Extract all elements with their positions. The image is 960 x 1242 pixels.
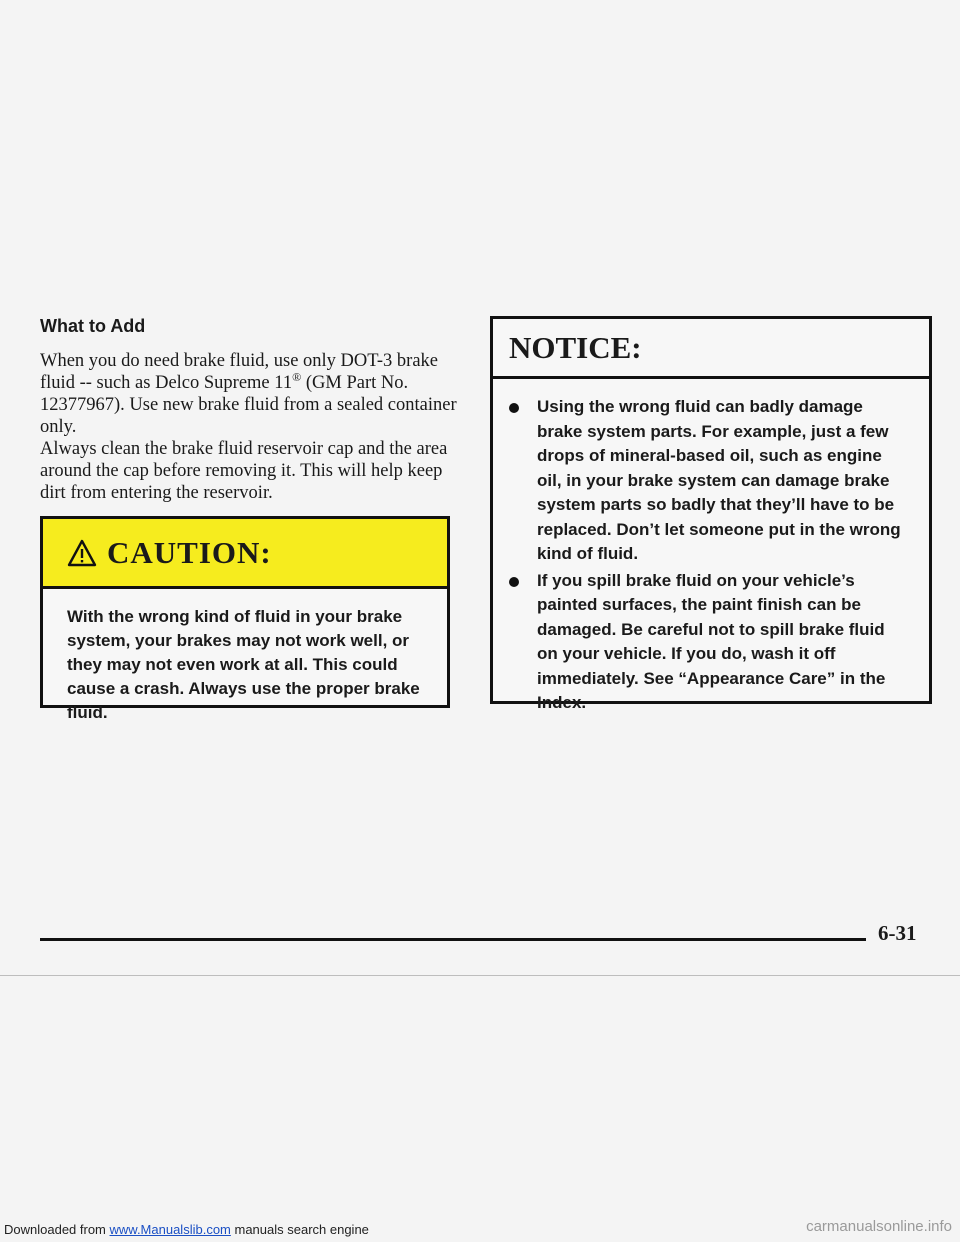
notice-header: [493, 319, 929, 379]
page-rule: [40, 938, 866, 941]
watermark: carmanualsonline.info: [806, 1218, 952, 1235]
reservoir-paragraph: Always clean the brake fluid reservoir cap and the area around the cap before removing it. This will help keep dirt from entering the reservoir.: [40, 439, 448, 503]
notice-item-text: If you spill brake fluid on your vehicle’s painted surfaces, the paint finish can be damaged. Be careful not to spill brake fluid on your vehicle. If you do, wash it off immediately. See “Appearance Care” in the Index.: [537, 570, 886, 712]
notice-item-text: Using the wrong fluid can badly damage brake system parts. For example, just a few drops of mineral-based oil, such as engine oil, in your brake system can damage brake system parts so badly that they’ll have to be replaced. Don’t let someone put in the wrong kind of fluid.: [537, 397, 901, 563]
download-footer: Downloaded from www.Manualslib.com manuals search engine: [4, 1222, 369, 1237]
bullet-icon: [509, 577, 519, 587]
divider: [0, 975, 960, 976]
page-number: 6-31: [878, 921, 917, 945]
section-title: What to Add: [40, 316, 146, 336]
brake-fluid-paragraph: When you do need brake fluid, use only DOT-3 brake fluid -- such as Delco Supreme 11® (GM Part No. 12377967). Use new brake fluid from a sealed container only.: [40, 351, 457, 437]
list-item: [509, 395, 909, 567]
list-item: [509, 569, 909, 716]
notice-list: [493, 379, 929, 716]
notice-title: NOTICE:: [509, 329, 642, 365]
caution-box: [40, 516, 450, 722]
manualslib-link[interactable]: www.Manualslib.com: [109, 1222, 231, 1237]
notice-box: [490, 316, 932, 712]
caution-header: [43, 519, 447, 589]
caution-text: With the wrong kind of fluid in your brake system, your brakes may not work well, or they may not even work at all. This could cause a crash. Always use the proper brake fluid.: [67, 607, 420, 722]
registered-mark: ®: [292, 369, 302, 384]
caution-title: CAUTION:: [107, 534, 272, 570]
bullet-icon: [509, 403, 519, 413]
warning-triangle-icon: [67, 539, 97, 567]
